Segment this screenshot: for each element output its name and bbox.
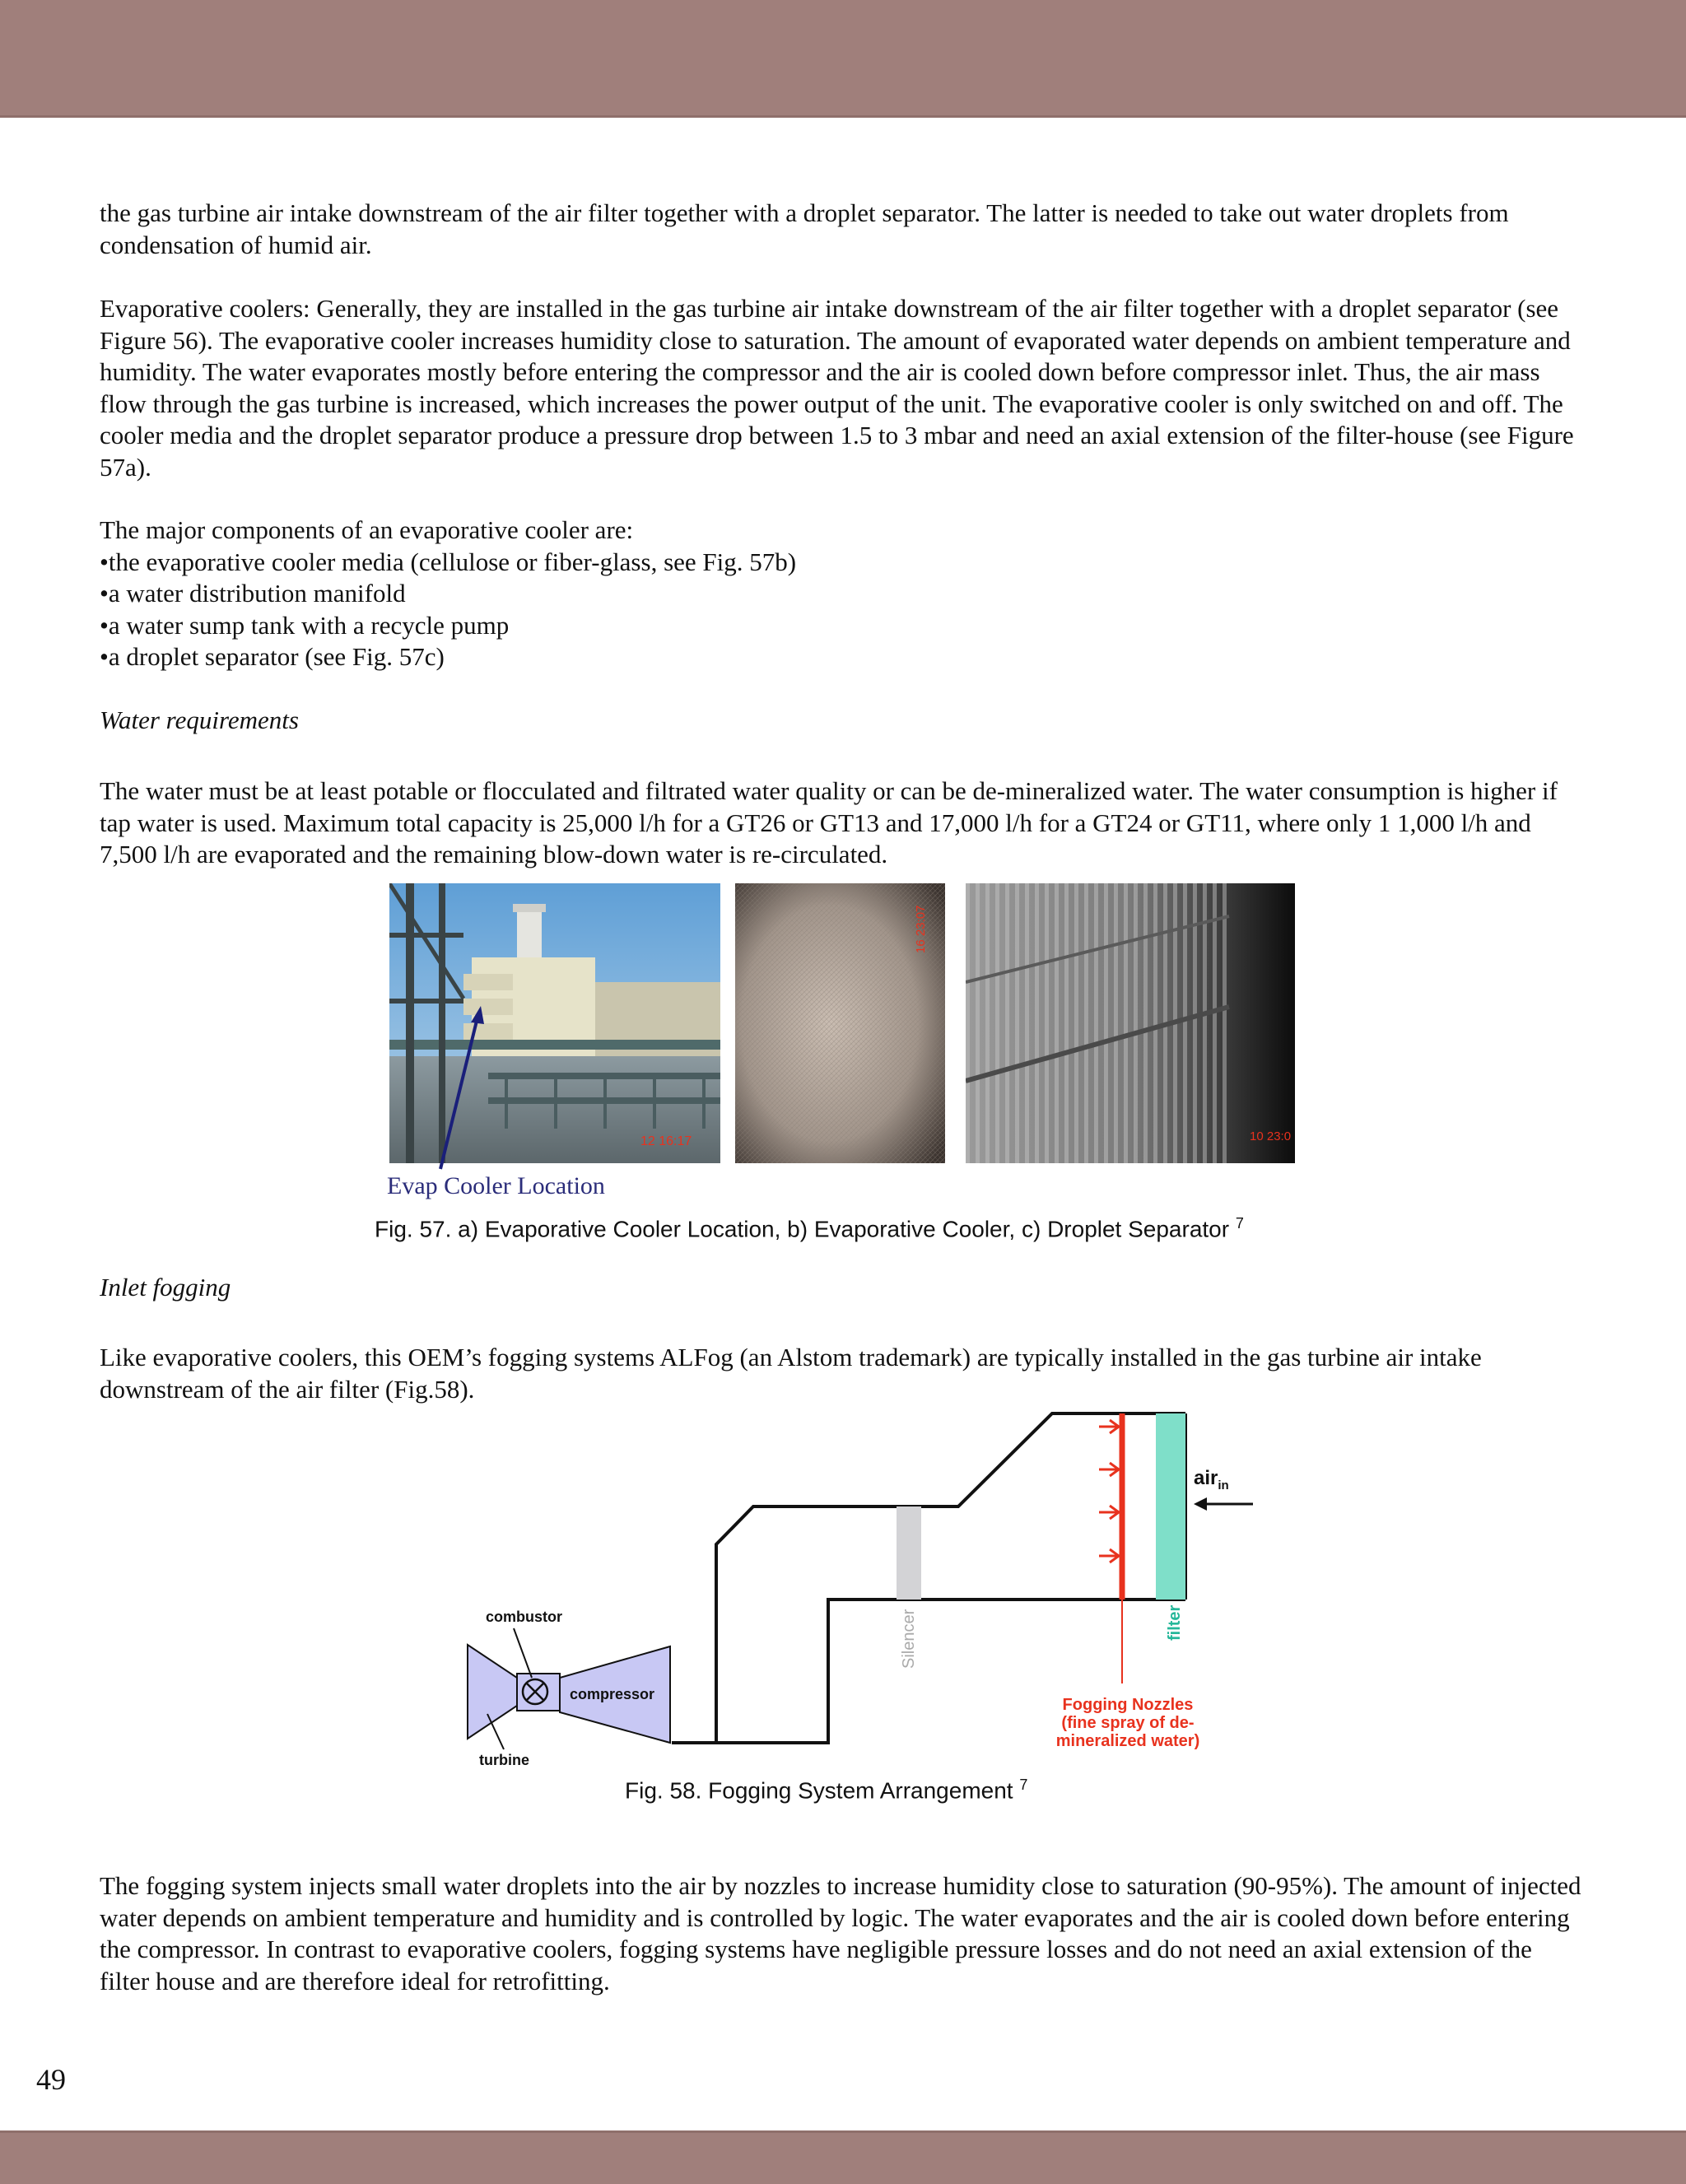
heading-water-requirements: Water requirements [100, 705, 299, 734]
compressor-label: compressor [570, 1686, 655, 1702]
silencer-label: Silencer [900, 1609, 918, 1669]
combustor-leader [514, 1628, 532, 1678]
combustor-label: combustor [486, 1609, 563, 1625]
air-inlet-arrowhead [1194, 1497, 1207, 1511]
filter-block [1156, 1413, 1185, 1600]
photo-droplet-separator [966, 883, 1295, 1163]
evap-cooler-location-label: Evap Cooler Location [387, 1172, 605, 1199]
photo-separator-illustration [966, 883, 1295, 1163]
paragraph-water [100, 775, 1581, 871]
nozzles-label-line1: Fogging Nozzles [1062, 1696, 1194, 1714]
figure-57-caption [375, 1215, 1244, 1242]
fogging-diagram [445, 1399, 1268, 1778]
figure-58-reference: 7 [1019, 1777, 1028, 1793]
list-item: • a water distribution manifold [100, 578, 1581, 610]
figure-58-caption-text: Fig. 58. Fogging System Arrangement [625, 1777, 1013, 1804]
photo-c-timestamp: 10 23:0 [1250, 1129, 1292, 1143]
figure-58-caption [625, 1777, 1027, 1804]
photo-evaporative-cooler-media [735, 883, 945, 1163]
air-in-label: air$_{in}$ [1194, 1467, 1229, 1492]
list-item: • a droplet separator (see Fig. 57c) [100, 641, 1581, 673]
paragraph-continuation [100, 198, 1581, 261]
figure-57-caption-text: Fig. 57. a) Evaporative Cooler Location, b) Evaporative Cooler, c) Droplet Separator [375, 1216, 1230, 1242]
duct-upper-wall [716, 1413, 1185, 1743]
nozzles-label-line3: mineralized water) [1055, 1732, 1200, 1750]
paragraph-2: Evaporative coolers: Generally, they are installed in the gas turbine air intake downstream of the air filter together with a droplet separator (see Figure 56). The evaporative cooler increases humidity close to saturation. The amount of evaporated water depends on ambient temperature and humidity. The water evaporates mostly before entering the compressor and the air is cooled down before compressor inlet. Thus, the air mass flow through the gas turbine is increased, which increases the power output of the unit. The evaporative cooler is only switched on and off. The cooler media and the droplet separator produce a pressure drop between 1.5 to 3 mbar and need an axial extension of the filter-house (see Figure 57a). [100, 294, 1574, 482]
page-number: 49 [36, 2063, 66, 2096]
paragraph-evaporative-coolers [100, 293, 1581, 483]
component-list [100, 547, 1581, 673]
paragraph-fogging-details [100, 1870, 1581, 1997]
component-list-block [100, 515, 1581, 673]
nozzles-label-line2: (fine spray of de- [1061, 1714, 1195, 1732]
header-band [0, 0, 1686, 118]
paragraph-6: The fogging system injects small water droplets into the air by nozzles to increase humidity close to saturation (90-95%). The amount of injected water depends on ambient temperature and humidity and is controlled by logic. The water evaporates and the air is cooled down before entering the compressor. In contrast to evaporative coolers, fogging systems have negligible pressure losses and do not need an axial extension of the filter house and are therefore ideal for retrofitting. [100, 1871, 1581, 1995]
paragraph-1: the gas turbine air intake downstream of the air filter together with a droplet separator. The latter is needed to take out water droplets from condensation of humid air. [100, 198, 1509, 259]
heading-inlet-fogging: Inlet fogging [100, 1273, 231, 1302]
paragraph-4: The water must be at least potable or flocculated and filtrated water quality or can be de-mineralized water. The water consumption is higher if tap water is used. Maximum total capacity is 25,000 l/h for a GT26 or GT13 and 17,000 l/h for a GT24 or GT11, where only 1 1,000 l/h and 7,500 l/h are evaporated and the remaining blow-down water is re-circulated. [100, 776, 1558, 868]
filter-label: filter [1166, 1604, 1184, 1641]
figure-57-reference: 7 [1235, 1215, 1244, 1232]
paragraph-fogging-intro [100, 1342, 1581, 1405]
list-intro: The major components of an evaporative cooler are: [100, 515, 634, 544]
list-item: • the evaporative cooler media (cellulose or fiber-glass, see Fig. 57b) [100, 547, 1581, 579]
location-arrow [428, 1004, 494, 1173]
silencer-block [897, 1506, 921, 1600]
paragraph-5: Like evaporative coolers, this OEM’s fogging systems ALFog (an Alstom trademark) are typically installed in the gas turbine air intake downstream of the air filter (Fig.58). [100, 1343, 1482, 1404]
photo-media-illustration [735, 883, 945, 1163]
photo-a-timestamp: 12 16:17 [640, 1134, 692, 1148]
turbine-label: turbine [479, 1752, 529, 1768]
nozzle-spray-icons [1099, 1420, 1119, 1562]
footer-band [0, 2130, 1686, 2184]
photo-b-timestamp: 16 23:07 [914, 905, 928, 953]
list-item: • a water sump tank with a recycle pump [100, 610, 1581, 642]
